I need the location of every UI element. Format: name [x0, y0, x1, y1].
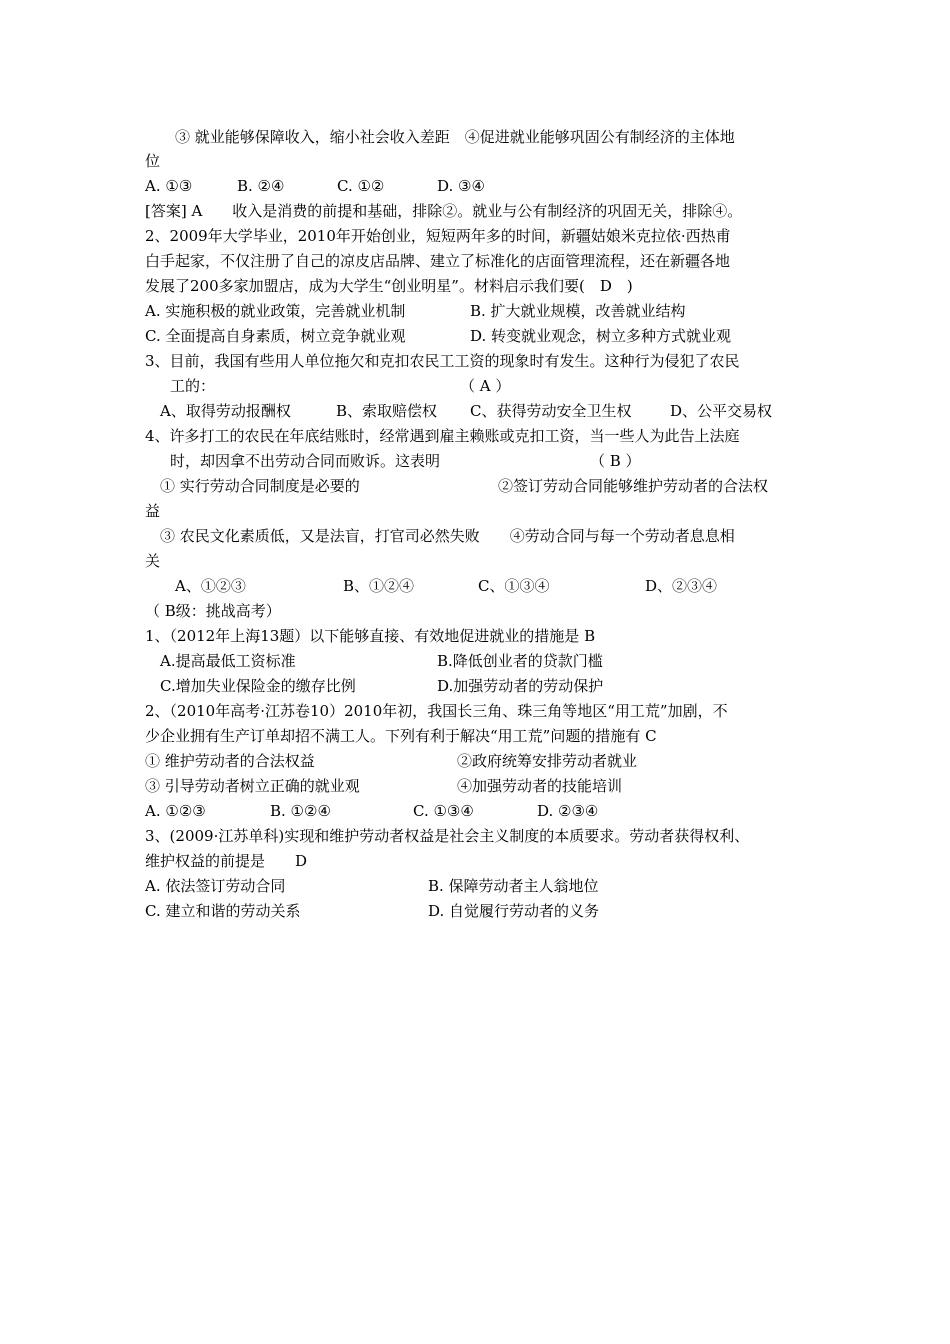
- b3-option-a: A. 依法签订劳动合同: [145, 877, 286, 895]
- b2-option-d: D. ②③④: [537, 802, 599, 820]
- q3-stem-line1: 3、目前，我国有些用人单位拖欠和克扣农民工工资的现象时有发生。这种行为侵犯了农民: [145, 352, 740, 370]
- b1-option-a: A.提高最低工资标准: [160, 652, 296, 670]
- q4-statement-4-wrap: 关: [145, 552, 161, 570]
- b2-option-c: C. ①③④: [413, 802, 474, 820]
- b2-stem-line2: 少企业拥有生产订单却招不满工人。下列有利于解决“用工荒”问题的措施有 C: [145, 727, 657, 745]
- q4-option-a: A、①②③: [175, 577, 246, 595]
- q3-stem-line2: 工的：: [170, 377, 216, 395]
- q4-statement-1: ① 实行劳动合同制度是必要的: [160, 477, 360, 495]
- q1-option-c: C. ①②: [337, 177, 385, 195]
- b1-option-d: D.加强劳动者的劳动保护: [437, 677, 604, 695]
- q1-option-b: B. ②④: [237, 177, 285, 195]
- b1-option-c: C.增加失业保险金的缴存比例: [160, 677, 356, 695]
- section-heading: （ B级：挑战高考）: [145, 602, 281, 620]
- b3-stem-line2: 维护权益的前提是 D: [145, 852, 308, 870]
- q4-stem-line1: 4、许多打工的农民在年底结账时，经常遇到雇主赖账或克扣工资，当一些人为此告上法庭: [145, 427, 740, 445]
- q4-statement-2-wrap: 益: [145, 502, 161, 520]
- q4-statement-3-4: ③ 农民文化素质低，又是法盲，打官司必然失败 ④劳动合同与每一个劳动者息息相: [160, 527, 735, 545]
- q2-option-b: B. 扩大就业规模，改善就业结构: [470, 302, 686, 320]
- q3-answer: （ A ）: [460, 377, 511, 395]
- b2-option-b: B. ①②④: [270, 802, 331, 820]
- q1-answer: [答案] A 收入是消费的前提和基础，排除②。就业与公有制经济的巩固无关，排除④。: [145, 202, 743, 220]
- b3-option-c: C. 建立和谐的劳动关系: [145, 902, 301, 920]
- b3-option-b: B. 保障劳动者主人翁地位: [428, 877, 599, 895]
- q3-option-c: C、获得劳动安全卫生权: [470, 402, 632, 420]
- b2-option-a: A. ①②③: [145, 802, 206, 820]
- q2-stem-line2: 白手起家，不仅注册了自己的凉皮店品牌、建立了标准化的店面管理流程，还在新疆各地: [145, 252, 731, 270]
- q4-statement-2: ②签订劳动合同能够维护劳动者的合法权: [498, 477, 769, 495]
- q3-option-b: B、索取赔偿权: [336, 402, 438, 420]
- b2-statement-3: ③ 引导劳动者树立正确的就业观: [145, 777, 360, 795]
- b3-stem-line1: 3、(2009·江苏单科)实现和维护劳动者权益是社会主义制度的本质要求。劳动者获得权利、: [145, 827, 750, 845]
- b2-statement-4: ④加强劳动者的技能培训: [457, 777, 623, 795]
- b1-option-b: B.降低创业者的贷款门槛: [437, 652, 603, 670]
- b2-statement-1: ① 维护劳动者的合法权益: [145, 752, 315, 770]
- q1-statement-line: ③ 就业能够保障收入，缩小社会收入差距 ④促进就业能够巩固公有制经济的主体地: [175, 128, 735, 146]
- b2-statement-2: ②政府统筹安排劳动者就业: [457, 752, 638, 770]
- q4-stem-line2: 时，却因拿不出劳动合同而败诉。这表明: [170, 452, 441, 470]
- b3-option-d: D. 自觉履行劳动者的义务: [428, 902, 600, 920]
- q3-option-d: D、公平交易权: [670, 402, 773, 420]
- b1-stem: 1、（2012年上海13题）以下能够直接、有效地促进就业的措施是 B: [145, 627, 596, 645]
- q4-option-c: C、①③④: [478, 577, 550, 595]
- q1-statement-wrap: 位: [145, 152, 161, 170]
- b2-stem-line1: 2、（2010年高考·江苏卷10）2010年初，我国长三角、珠三角等地区“用工荒”加剧，不: [145, 702, 728, 720]
- q2-option-a: A. 实施积极的就业政策，完善就业机制: [145, 302, 406, 320]
- q2-stem-line1: 2、2009年大学毕业，2010年开始创业，短短两年多的时间，新疆姑娘米克拉依·西热甫: [145, 227, 731, 245]
- q1-option-a: A. ①③: [145, 177, 193, 195]
- q4-answer: （ B ）: [590, 452, 641, 470]
- q4-option-b: B、①②④: [343, 577, 415, 595]
- q3-option-a: A、取得劳动报酬权: [160, 402, 291, 420]
- q4-option-d: D、②③④: [645, 577, 718, 595]
- q1-option-d: D. ③④: [437, 177, 485, 195]
- q2-option-c: C. 全面提高自身素质，树立竞争就业观: [145, 327, 406, 345]
- q2-stem-line3: 发展了200多家加盟店，成为大学生“创业明星”。材料启示我们要( D ): [145, 277, 633, 295]
- q2-option-d: D. 转变就业观念，树立多种方式就业观: [470, 327, 732, 345]
